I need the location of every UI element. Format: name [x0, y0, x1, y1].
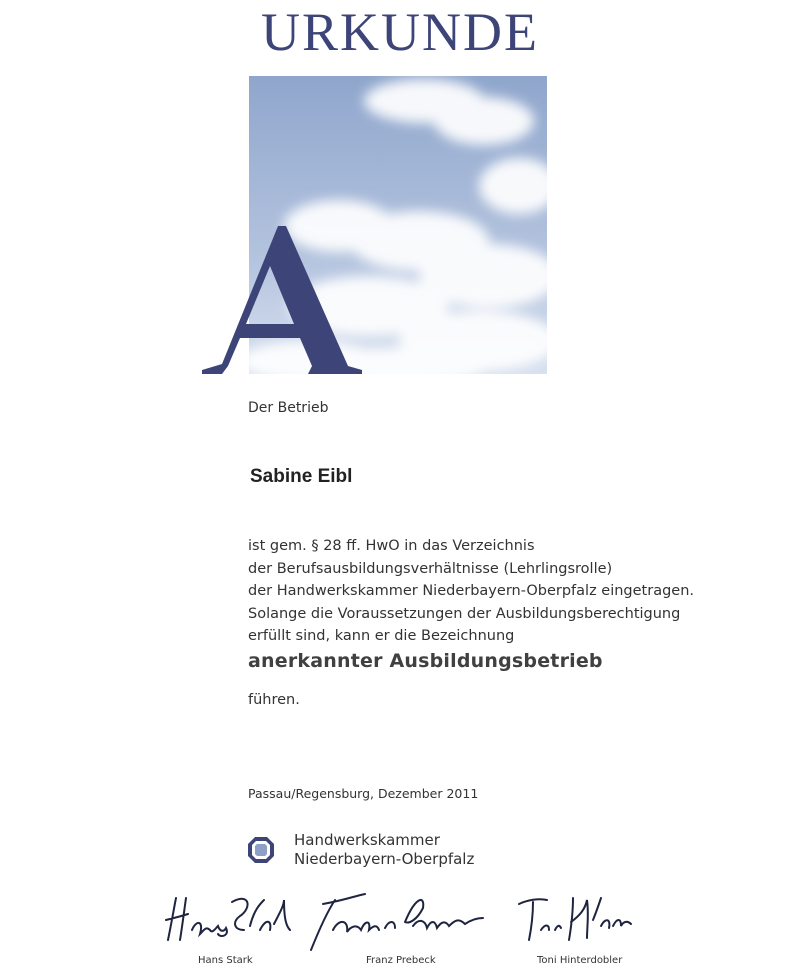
closing-text: führen. — [248, 692, 300, 708]
organization-line-2: Niederbayern-Oberpfalz — [294, 850, 475, 868]
certificate-body — [248, 535, 694, 648]
signatory-name: Hans Stark — [198, 955, 253, 966]
organization-name — [294, 831, 474, 869]
body-line: der Berufsausbildungsverhältnisse (Lehrlingsrolle) — [248, 560, 613, 577]
certificate-title: URKUNDE — [261, 2, 539, 62]
signatory-name: Toni Hinterdobler — [537, 955, 623, 966]
emblem — [200, 76, 560, 381]
organization-line-1: Handwerkskammer — [294, 831, 440, 849]
signature-toni-hinterdobler — [515, 890, 635, 950]
body-line: ist gem. § 28 ff. HwO in das Verzeichnis — [248, 538, 535, 554]
letter-a-emblem — [200, 226, 400, 376]
business-name: Sabine Eibl — [250, 466, 353, 487]
signatory-name: Franz Prebeck — [366, 955, 436, 966]
signature-franz-prebeck — [305, 890, 490, 955]
body-line: erfüllt sind, kann er die Bezeichnung — [248, 628, 515, 644]
body-line: Solange die Voraussetzungen der Ausbildungsberechtigung — [248, 605, 681, 622]
signature-hans-stark — [160, 890, 300, 950]
chamber-logo-icon — [247, 836, 275, 864]
body-line: der Handwerkskammer Niederbayern-Oberpfalz eingetragen. — [248, 583, 695, 599]
place-date: Passau/Regensburg, Dezember 2011 — [248, 786, 479, 801]
intro-text: Der Betrieb — [248, 400, 329, 416]
designation: anerkannter Ausbildungsbetrieb — [248, 650, 603, 672]
